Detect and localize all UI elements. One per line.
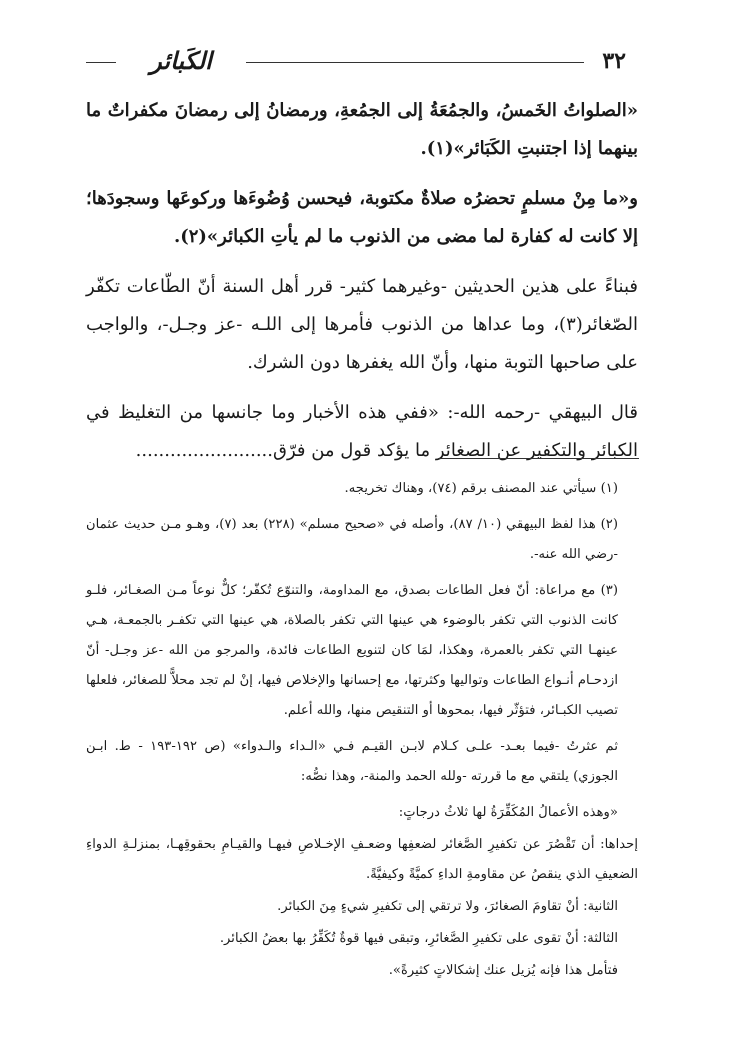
header-rule [246, 62, 584, 63]
quote-intro: «وهذه الأعمالُ المُكَفِّرَةُ لها ثلاثُ درجاتٍ: [398, 805, 618, 820]
main-text [86, 92, 638, 482]
footnote-2: (٢) هذا لفظ البيهقي (١٠/ ٨٧)، وأصله في «صحيح مسلم» (٢٢٨) بعد (٧)، وهـو مـن حديث عثمان -رضي الله عنه-. [86, 517, 618, 562]
quote-conclusion: فتأمل هذا فإنه يُزيل عنك إشكالاتٍ كثيرةً». [388, 963, 618, 978]
footnotes [86, 474, 638, 988]
body-paragraph-4: قال البيهقي -رحمه الله-: «ففي هذه الأخبار وما جانسها من التغليظ في الكبائر والتكفير عن الصغائر ما يؤكد قول من فرّق........................ [86, 402, 638, 461]
footnote-3-continuation: ثم عثرتُ -فيما بعـد- علـى كـلام لابـن القيـم فـي «الـداء والـدواء» (ص ١٩٢-١٩٣ - ط. ابـن الجوزي) يلتقي مع ما قررته -ولله الحمد والمنة-، وهذا نصُّه: [86, 739, 619, 784]
header-rule-short [86, 62, 116, 63]
page-number: ٣٢ [602, 48, 626, 74]
footnote-separator [439, 458, 639, 459]
quote-degree-2: الثانية: أنْ تقاومَ الصغائرَ، ولا ترتقي إلى تكفيرِ شيءٍ مِنَ الكبائر. [277, 899, 618, 914]
body-paragraph-3: فبناءً على هذين الحديثين -وغيرهما كثير- قرر أهل السنة أنّ الطّاعات تكفّر الصّغائر(٣)، وما عداها من الذنوب فأمرها إلى اللـه -عز وجـل-، والواجب على صاحبها التوبة منها، وأنّ الله يغفرها دون الشرك. [86, 276, 638, 373]
page-header [86, 46, 626, 82]
footnote-3: (٣) مع مراعاة: أنّ فعل الطاعات بصدق، مع المداومة، والتنوّع تُكفّر؛ كلٌّ نوعاً مـن الصغـائر، فلـو كانت الذنوب التي تكفر بالوضوء هي عينها التي تكفر بالصلاة، هي عينها التي تكفـر بالجمعـة، هـي عينهـا التي تكفر بالعمرة، وهكذا، لمَا كان لتنويع الطاعات فائدة، والمرجو من الله -عز وجـل- أنّ ازدحـام أنـواع الطاعات وتواليها وكثرتها، مع إحسانها والإخلاص فيها، إنْ لم تجد محلاًّ للصغائر، فلعلها تصيب الكبـائر، فتؤثّر فيها، بمحوها أو التنقيص منها، والله أعلم. [86, 583, 618, 718]
footnote-1: (١) سيأتي عند المصنف برقم (٧٤)، وهناك تخريجه. [344, 481, 618, 496]
quote-degree-1: إحداها: أن تَقْصُرَ عن تكفيرِ الصَّغائر لضعفِها وضعـفِ الإخـلاصِ فيهـا والقيـامِ بحقوقِهـا، بمنزلـةِ الدواءِ الضعيفِ الذي ينقصُ عن مقاومةِ الداءِ كميَّةً وكيفيَّةً. [86, 837, 638, 882]
hadith-paragraph-2: و«ما مِنْ مسلمٍ تحضرُه صلاةٌ مكتوبة، فيحسن وُضُوءَها وركوعَها وسجودَها؛ إلا كانت له كفارة لما مضى من الذنوب ما لم يأتِ الكبائر»(٢). [86, 188, 638, 247]
running-title: الكَبائر [150, 46, 212, 75]
quote-degree-3: الثالثة: أنْ تقوى على تكفيرِ الصَّغائرِ، وتبقى فيها قوةٌ تُكَفِّرُ بها بعضُ الكبائر. [219, 931, 618, 946]
hadith-paragraph-1: «الصلواتُ الخَمسُ، والجمُعَةُ إلى الجمُعةِ، ورمضانُ إلى رمضانَ مكفراتٌ ما بينهما إذا اجتنبتِ الكَبَائر»(١). [86, 100, 638, 159]
